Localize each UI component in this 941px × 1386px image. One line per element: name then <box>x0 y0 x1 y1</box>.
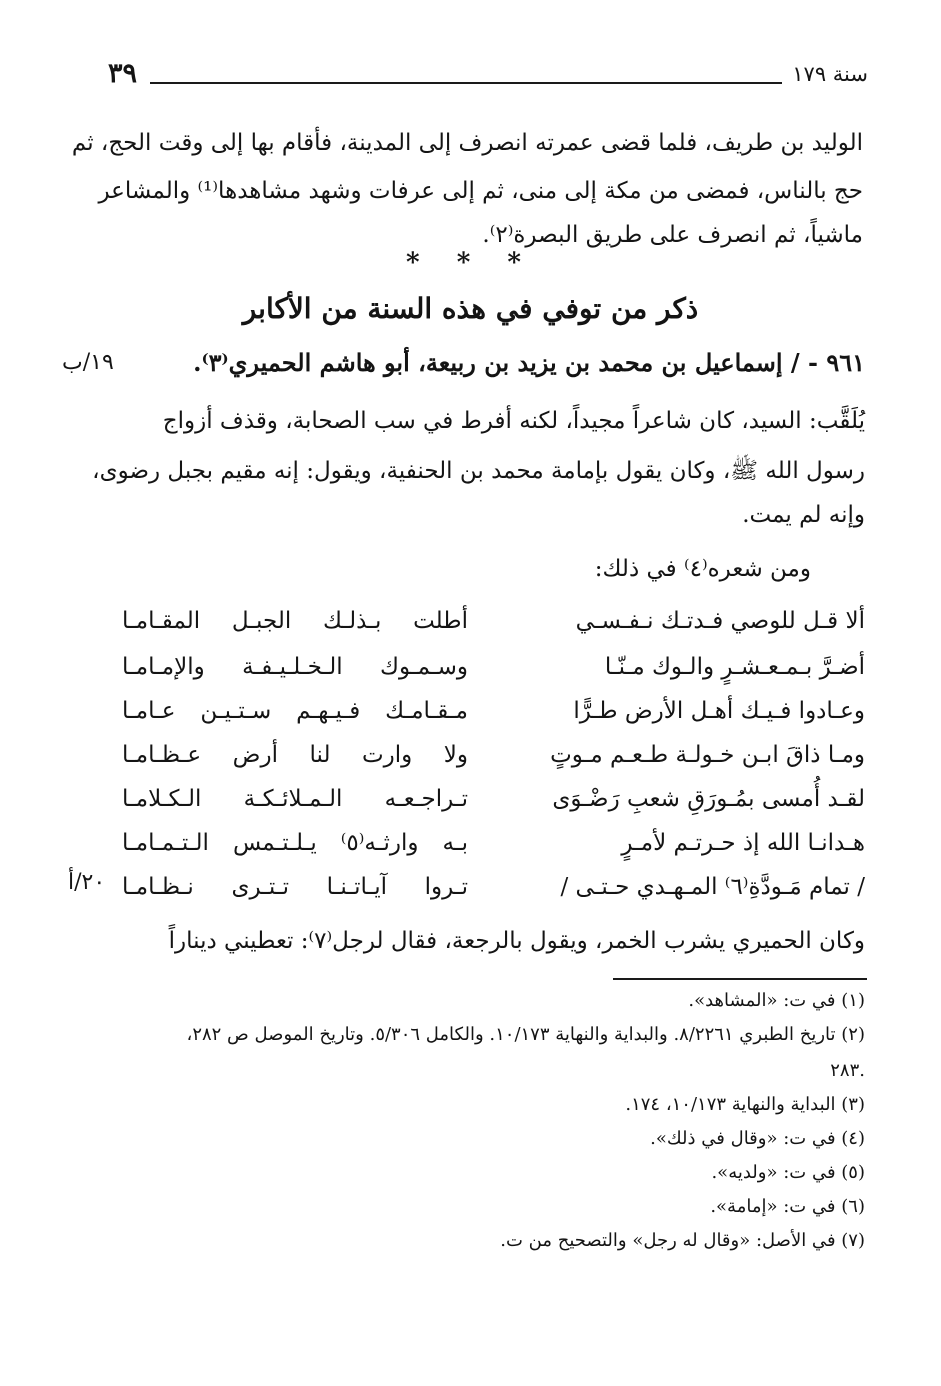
verse-second-hemistich: مـقـامـك فـيـهـم سـتـيـن عـامـا <box>122 698 468 724</box>
footnote: (٧) في الأصل: «وقال له رجل» والتصحيح من ت. <box>500 1230 865 1251</box>
after-poem-line: وكان الحميري يشرب الخمر، ويقول بالرجعة، فقال لرجل⁽٧⁾: تعطيني ديناراً <box>168 928 865 954</box>
bio-line-3: وإنه لم يمت. <box>742 502 865 528</box>
verse-first-hemistich: وعـادوا فـيـك أهـل الأرض طـرًّا <box>573 698 865 724</box>
paragraph-line-2: حج بالناس، فمضى من مكة إلى منى، ثم إلى عرفات وشهد مشاهدها⁽¹⁾ والمشاعر <box>98 178 863 204</box>
verse-second-hemistich: وسـمـوك الـخـلـيـفـة والإمـامـا <box>122 654 468 680</box>
bio-line-2: رسول الله ﷺ، وكان يقول بإمامة محمد بن الحنفية، ويقول: إنه مقيم بجبل رضوى، <box>92 458 865 484</box>
section-title: ذكر من توفي في هذه السنة من الأكابر <box>242 292 699 325</box>
margin-folio-ref: ٢٠/أ <box>68 870 106 895</box>
verse-first-hemistich: ومـا ذاقَ ابـن خـولـة طـعـم مـوتٍ <box>550 742 865 768</box>
footnote-rule <box>613 978 867 980</box>
poem-intro: ومن شعره⁽٤⁾ في ذلك: <box>594 556 811 582</box>
paragraph-line-3: ماشياً، ثم انصرف على طريق البصرة⁽٢⁾. <box>482 222 863 248</box>
verse-first-hemistich: / تمام مَـودَّةِ⁽٦⁾ المـهـدي حـتـى / <box>560 874 865 900</box>
header-rule <box>150 82 782 84</box>
verse-second-hemistich: تـروا آيـاتـنـا تـتـرى نـظـامـا <box>122 874 468 900</box>
footnote: (٢) تاريخ الطبري ٨/٢٢٦١. والبداية والنهاية ١٠/١٧٣. والكامل ٥/٣٠٦. وتاريخ الموصل ص ٢٨٢، <box>186 1024 865 1045</box>
verse-first-hemistich: لقـد أُمسى بمُـورَقِ شعبِ رَضْـوَى <box>552 786 865 812</box>
footnote: (٣) البداية والنهاية ١٠/١٧٣، ١٧٤. <box>625 1094 865 1115</box>
footnote: (٤) في ت: «وقال في ذلك». <box>650 1128 865 1149</box>
verse-second-hemistich: ولا وارت لنا أرض عـظـامـا <box>122 742 468 768</box>
verse-second-hemistich: بـه وارثـه⁽٥⁾ يـلـتـمس الـتـمـامـا <box>122 830 468 856</box>
footnote: (١) في ت: «المشاهد». <box>688 990 865 1011</box>
running-head-year: سنة ١٧٩ <box>792 62 868 86</box>
verse-second-hemistich: تـراجـعـه الـمـلائـكـة الـكـلامـا <box>122 786 468 812</box>
verse-first-hemistich: هـدانـا الله إذ حـرتـم لأمـرٍ <box>621 830 865 856</box>
verse-first-hemistich: ألا قـل للوصي فـدتـك نـفـسـي <box>575 608 865 634</box>
section-separator: * * * <box>406 248 535 278</box>
verse-first-hemistich: أضـرَّ بـمـعـشـرٍ والـوك مـنّـا <box>604 654 865 680</box>
verse-second-hemistich: أطلت بـذلـك الجبـل المقـامـا <box>122 608 468 634</box>
entry-heading: ٩٦١ - / إسماعيل بن محمد بن يزيد بن ربيعة، أبو هاشم الحميري⁽٣⁾. <box>193 348 865 377</box>
paragraph-line-1: الوليد بن طريف، فلما قضى عمرته انصرف إلى المدينة، فأقام بها إلى وقت الحج، ثم <box>71 130 863 156</box>
bio-line-1: يُلَقَّب: السيد، كان شاعراً مجيداً، لكنه أفرط في سب الصحابة، وقذف أزواج <box>162 408 865 434</box>
footnote: (٦) في ت: «إمامة». <box>710 1196 865 1217</box>
margin-folio-ref: ١٩/ب <box>62 350 114 375</box>
footnote: (٥) في ت: «ولديه». <box>711 1162 865 1183</box>
page-number: ٣٩ <box>108 58 138 89</box>
footnote-continuation: ٢٨٣. <box>830 1060 865 1081</box>
